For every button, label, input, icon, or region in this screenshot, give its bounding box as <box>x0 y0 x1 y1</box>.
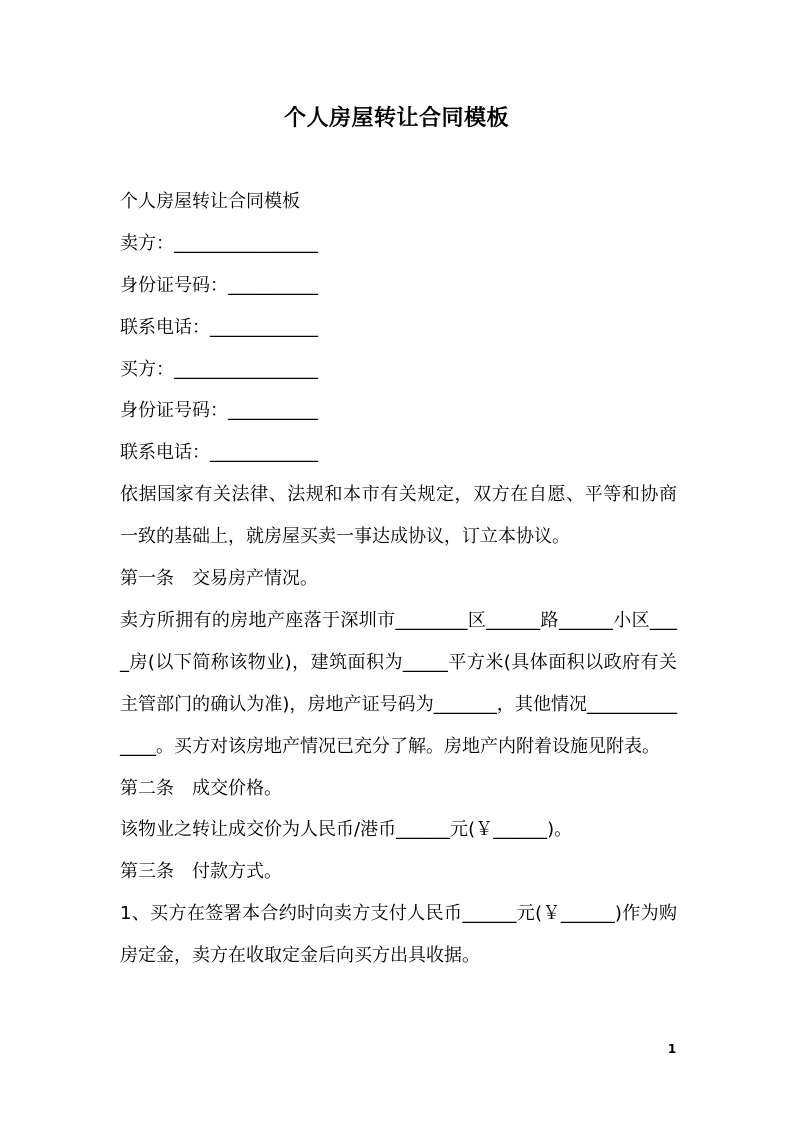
seller-phone-line: 联系电话：____________ <box>120 316 318 338</box>
article3-heading: 第三条 付款方式。 <box>120 861 282 883</box>
article1-body: 卖方所拥有的房地产座落于深圳市________区______路______小区____房(以下简称该物业)，建筑面积为_____平方米(具体面积以政府有关主管部门的确认为准)，房地产证号码为_______，其他情况______________。买方对该房地产情况已充分了解。房地产内附着设施见附表。 <box>120 609 677 757</box>
article2-heading: 第二条 成交价格。 <box>120 777 282 799</box>
subtitle-line: 个人房屋转让合同模板 <box>120 191 300 212</box>
document-title: 个人房屋转让合同模板 <box>283 106 509 131</box>
document-body <box>120 181 677 977</box>
intro-paragraph: 依据国家有关法律、法规和本市有关规定，双方在自愿、平等和协商一致的基础上，就房屋买卖一事达成协议，订立本协议。 <box>120 484 677 548</box>
article1-heading: 第一条 交易房产情况。 <box>120 568 318 590</box>
buyer-name-line: 买方：________________ <box>120 358 318 380</box>
seller-name-line: 卖方：________________ <box>120 232 318 254</box>
seller-id-line: 身份证号码：__________ <box>120 274 318 296</box>
article2-body: 该物业之转让成交价为人民币/港币______元(￥______)。 <box>120 819 573 841</box>
page-number: 1 <box>667 1042 677 1056</box>
article3-item1: 1、买方在签署本合约时向卖方支付人民币______元(￥______)作为购房定金，卖方在收取定金后向买方出具收据。 <box>120 903 677 967</box>
buyer-phone-line: 联系电话：____________ <box>120 442 318 464</box>
buyer-id-line: 身份证号码：__________ <box>120 400 318 422</box>
